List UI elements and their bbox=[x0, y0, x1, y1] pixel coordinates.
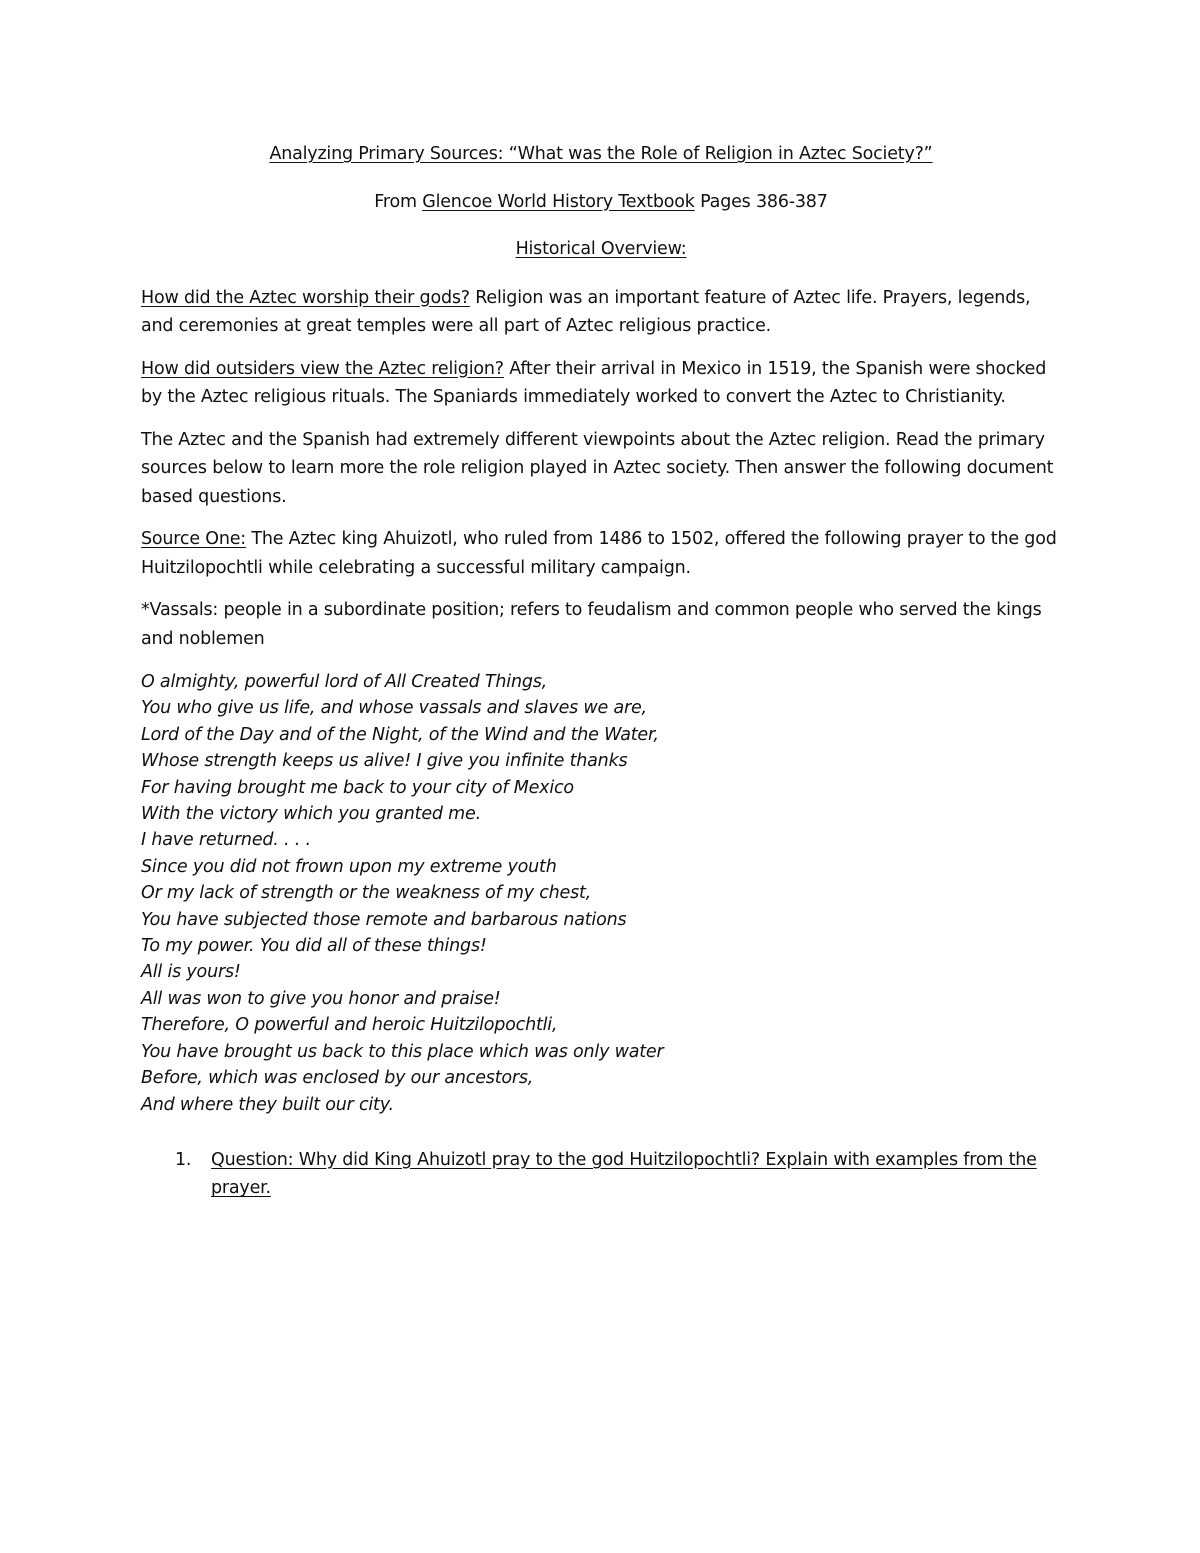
document-title-text: Analyzing Primary Sources: “What was the Role of Religion in Aztec Society?” bbox=[269, 144, 933, 164]
prayer-line: O almighty, powerful lord of All Created Things, bbox=[141, 672, 548, 692]
section-outsiders bbox=[141, 355, 1061, 412]
source-prefix: From bbox=[374, 191, 423, 212]
overview-heading bbox=[141, 235, 1061, 264]
section-viewpoints bbox=[141, 426, 1061, 512]
section-worship-lead: How did the Aztec worship their gods? bbox=[141, 287, 470, 308]
prayer-text bbox=[141, 669, 1061, 1118]
prayer-line: You who give us life, and whose vassals and slaves we are, bbox=[141, 698, 647, 719]
question-1-text: Question: Why did King Ahuizotl pray to the god Huitzilopochtli? Explain with examples from the prayer. bbox=[211, 1149, 1037, 1199]
source-pages: Pages 386-387 bbox=[694, 191, 828, 212]
section-source-one-body: The Aztec king Ahuizotl, who ruled from 1486 to 1502, offered the following prayer to the god Huitzilopochtli while celebrating a successful military campaign. bbox=[141, 529, 1057, 578]
prayer-line: Lord of the Day and of the Night, of the Wind and the Water, bbox=[141, 724, 659, 745]
prayer-line: With the victory which you granted me. bbox=[141, 804, 481, 825]
prayer-line: Since you did not frown upon my extreme youth bbox=[141, 856, 557, 877]
section-outsiders-body: After their arrival in Mexico in 1519, the Spanish were shocked by the Aztec religious rituals. The Spaniards immediately worked to convert the Aztec to Christianity. bbox=[141, 358, 1047, 407]
section-worship bbox=[141, 284, 1061, 341]
prayer-line: All is yours! bbox=[141, 962, 241, 983]
section-viewpoints-body: The Aztec and the Spanish had extremely different viewpoints about the Aztec religion. Read the primary sources below to learn more the role religion played in Aztec society. Then answer the following document based questions. bbox=[141, 429, 1054, 507]
section-outsiders-lead: How did outsiders view the Aztec religion? bbox=[141, 358, 504, 379]
question-1 bbox=[175, 1146, 1061, 1203]
prayer-line: And where they built our city. bbox=[141, 1094, 394, 1115]
prayer-line: For having brought me back to your city of Mexico bbox=[141, 777, 574, 798]
prayer-line: To my power. You did all of these things! bbox=[141, 936, 487, 957]
prayer-line: You have brought us back to this place which was only water bbox=[141, 1041, 664, 1062]
prayer-line: You have subjected those remote and barbarous nations bbox=[141, 909, 627, 930]
prayer-line: Or my lack of strength or the weakness of my chest, bbox=[141, 883, 592, 904]
question-1-number: 1. bbox=[175, 1149, 192, 1170]
prayer-line: Before, which was enclosed by our ancestors, bbox=[141, 1068, 534, 1089]
overview-heading-text: Historical Overview: bbox=[515, 239, 687, 259]
section-source-one bbox=[141, 525, 1061, 582]
source-book-title: Glencoe World History Textbook bbox=[422, 191, 695, 212]
source-citation bbox=[141, 188, 1061, 217]
prayer-line: Whose strength keeps us alive! I give you infinite thanks bbox=[141, 751, 628, 772]
document-content bbox=[141, 140, 1061, 1203]
prayer-line: I have returned. . . . bbox=[141, 830, 311, 851]
prayer-line: Therefore, O powerful and heroic Huitzilopochtli, bbox=[141, 1015, 558, 1036]
document-title bbox=[141, 140, 1061, 169]
section-source-one-lead: Source One: bbox=[141, 529, 246, 549]
prayer-line: All was won to give you honor and praise! bbox=[141, 988, 501, 1009]
vassals-note: *Vassals: people in a subordinate position; refers to feudalism and common people who served the kings and noblemen bbox=[141, 600, 1042, 649]
section-worship-body: Religion was an important feature of Aztec life. Prayers, legends, and ceremonies at great temples were all part of Aztec religious practice. bbox=[141, 287, 1031, 336]
